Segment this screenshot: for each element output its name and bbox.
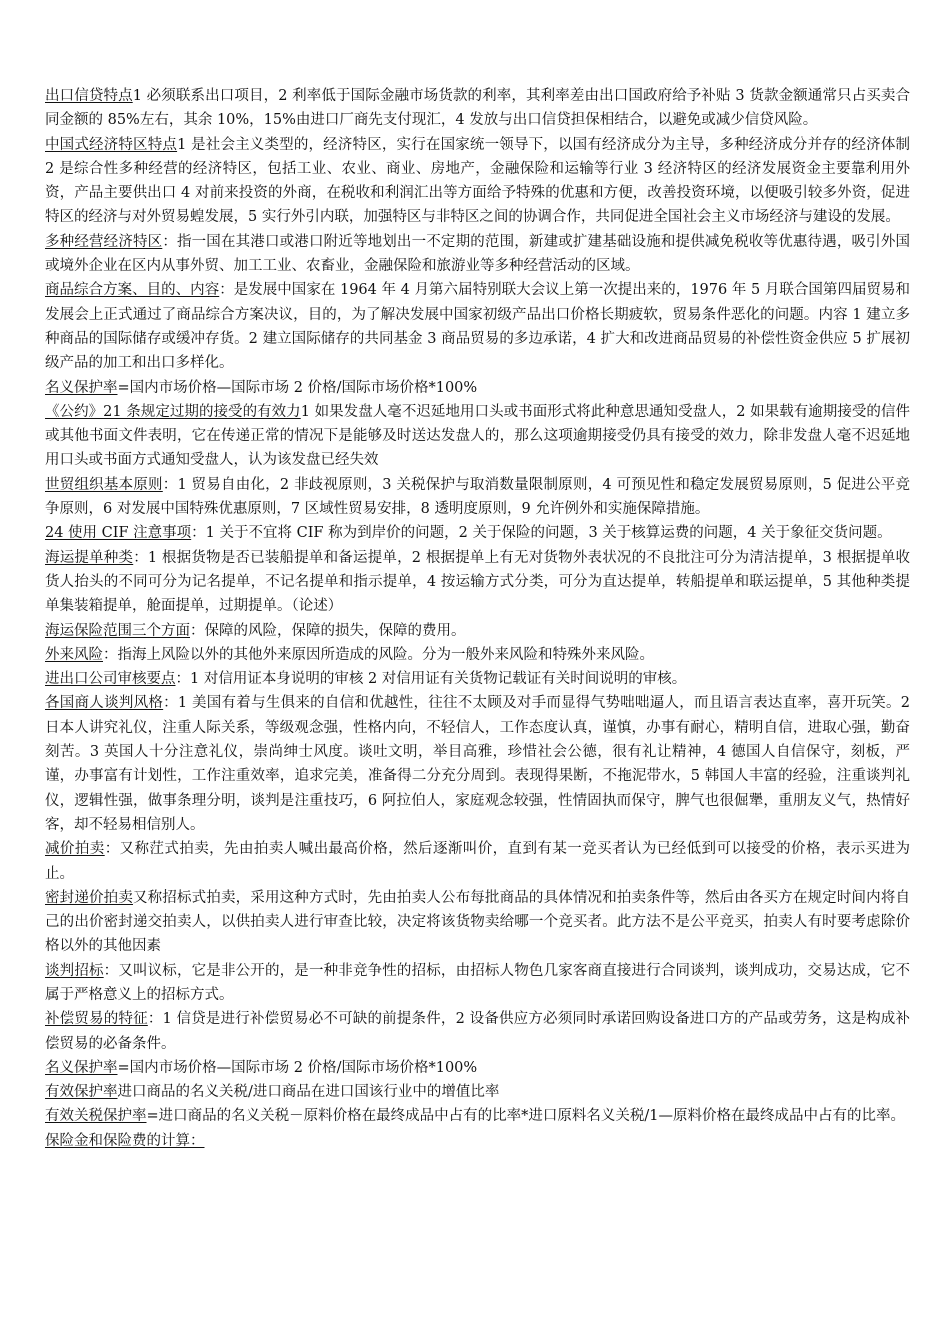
entry-effective-protection <box>45 1080 910 1104</box>
entry-text: ：指海上风险以外的其他外来原因所造成的风险。分为一般外来风险和特殊外来风险。 <box>103 646 654 663</box>
entry-sealed-bid-auction <box>45 886 910 959</box>
entry-insurance-scope <box>45 619 910 643</box>
entry-insurance-calc <box>45 1129 910 1153</box>
entry-text: ：又叫议标，它是非公开的，是一种非竞争性的招标，由招标人物色几家客商直接进行合同谈判，谈判成功，交易达成，它不属于严格意义上的招标方式。 <box>45 962 910 1003</box>
entry-text: 又称招标式拍卖，采用这种方式时，先由拍卖人公布每批商品的具体情况和拍卖条件等，然后由各买方在规定时间内将自己的出价密封递交拍卖人，以供拍卖人进行审查比较，决定将该货物卖给哪一个竞买者。此方法不是公平竞买，拍卖人有时要考虑除价格以外的其他因素 <box>45 889 910 955</box>
entry-term: 商品综合方案、目的、内容 <box>45 282 220 299</box>
entry-text: ：指一国在其港口或港口附近等地划出一不定期的范围，新建或扩建基础设施和提供减免税收等优惠待遇，吸引外国或境外企业在区内从事外贸、加工工业、农畜业，金融保险和旅游业等多种经营活动的区域。 <box>45 233 910 275</box>
entry-term: 出口信贷特点 <box>45 88 133 104</box>
entry-text: ：1 根据货物是否已装船提单和备运提单，2 根据提单上有无对货物外表状况的不良批注可分为清洁提单，3 根据提单收货人抬头的不同可分为记名提单，不记名提单和指示提单，4 按运输方式分类，可分为直达提单，转船提单和联运提单，5 其他种类提单集装箱提单，舱面提单，过期提单。（论述） <box>45 549 911 615</box>
entry-negotiated-tender <box>45 959 910 1008</box>
entry-term: 名义保护率 <box>45 1059 118 1076</box>
entry-cif-notes <box>45 521 910 545</box>
entry-late-acceptance <box>45 400 910 473</box>
entry-text: 进口商品的名义关税/进口商品在进口国该行业中的增值比率 <box>117 1084 500 1101</box>
entry-term: 外来风险 <box>45 646 103 663</box>
entry-text: ：1 信贷是进行补偿贸易必不可缺的前提条件，2 设备供应方必须同时承诺回购设备进口方的产品或劳务，这是构成补偿贸易的必备条件。 <box>45 1011 910 1052</box>
entry-text: ：保障的风险，保障的损失，保障的费用。 <box>190 622 466 639</box>
entry-nominal-protection-repeat <box>45 1056 910 1080</box>
entry-bill-of-lading <box>45 546 910 619</box>
entry-effective-tariff-protection <box>45 1104 910 1128</box>
entry-wto-principles <box>45 473 910 522</box>
entry-text: =国内市场价格—国际市场 2 价格/国际市场价格*100% <box>117 1059 478 1076</box>
entry-term: 多种经营经济特区 <box>45 233 163 250</box>
entry-term: 中国式经济特区特点 <box>45 136 178 153</box>
entry-export-credit <box>45 84 910 133</box>
entry-text: 1 是社会主义类型的，经济特区，实行在国家统一领导下，以国有经济成分为主导，多种经济成分并存的经济体制 2 是综合性多种经营的经济特区，包括工业、农业、商业、房地产，金融保险和运输等行业 3 经济特区的经济发展资金主要靠利用外资，产品主要供出口 4 对前来投资的外商，在税收和利润汇出等方面给予特殊的优惠和方便，改善投资环境，以便吸引较多外资，促进特区的经济与对外贸易蝗发展，5 实行外引内联，加强特区与非特区之间的协调合作，共同促进全国社会主义市场经济与建设的发展。 <box>45 136 910 226</box>
entry-term: 海运提单种类 <box>45 549 134 566</box>
entry-term: 进出口公司审核要点 <box>45 671 176 688</box>
entry-text: ：又称茳式拍卖，先由拍卖人喊出最高价格，然后逐渐叫价，直到有某一竞买者认为已经低到可以接受的价格，表示买进为止。 <box>45 841 910 882</box>
entry-term: 减价拍卖 <box>45 841 105 858</box>
entry-term: 有效保护率 <box>45 1084 118 1101</box>
entry-text: =进口商品的名义关税－原料价格在最终成品中占有的比率*进口原料名义关税/1—原料价格在最终成品中占有的比率。 <box>146 1108 906 1125</box>
entry-term: 补偿贸易的特征 <box>45 1011 148 1028</box>
entry-text: 1 必须联系出口项目，2 利率低于国际金融市场货款的利率，其利率差由出口国政府给予补贴 3 货款金额通常只占买卖合同金额的 85%左右，其余 10%，15%由进口厂商先支付现汇，4 发放与出口信贷担保相结合，以避免或减少信贷风险。 <box>45 88 911 129</box>
entry-term: 密封递价拍卖 <box>45 889 133 906</box>
entry-commodity-program <box>45 278 910 375</box>
entry-text: ：1 对信用证本身说明的审核 2 对信用证有关货物记载证有关时间说明的审核。 <box>175 671 687 688</box>
entry-text: ：1 关于不宜将 CIF 称为到岸价的问题，2 关于保险的问题，3 关于核算运费的问题，4 关于象征交货问题。 <box>191 525 892 542</box>
entry-term: 24 使用 CIF 注意事项 <box>45 525 192 542</box>
entry-audit-points <box>45 667 910 691</box>
entry-text: ：1 美国有着与生俱来的自信和优越性，往往不太顾及对手而显得气势咄咄逼人，而且语言表达直率，喜开玩笑。2 日本人讲究礼仪，注重人际关系，等级观念强，性格内向，不轻信人，工作态度认真，谨慎，办事有耐心，精明自信，进取心强，勤奋刻苦。3 英国人十分注意礼仪，崇尚绅士风度。谈吐文明，举目高雅，珍惜社会公德，很有礼让精神，4 德国人自信保守，刻板，严谨，办事富有计划性，工作注重效率，追求完美，准备得二分充分周到。表现得果断，不拖泥带水，5 韩国人丰富的经验，注重谈判礼仪，逻辑性强，做事条理分明，谈判是注重技巧，6 阿拉伯人，家庭观念较强，性情固执而保守，脾气也很倔犟，重朋友义气，热情好客，却不轻易相信别人。 <box>45 695 911 833</box>
entry-dutch-auction <box>45 837 910 886</box>
entry-external-risk <box>45 643 910 667</box>
entry-chinese-sez <box>45 133 910 230</box>
entry-multi-business-zone <box>45 230 910 279</box>
entry-term: 各国商人谈判风格 <box>45 695 164 712</box>
entry-term: 世贸组织基本原则 <box>45 476 163 493</box>
entry-term: 谈判招标 <box>45 962 104 979</box>
entry-term: 《公约》21 条规定过期的接受的有效力 <box>45 403 301 420</box>
entry-compensation-trade <box>45 1007 910 1056</box>
entry-text: 1 如果发盘人毫不迟延地用口头或书面形式将此种意思通知受盘人，2 如果载有逾期接受的信件或其他书面文件表明，它在传递正常的情况下是能够及时送达发盘人的，那么这项逾期接受仍具有接受的效力，除非发盘人毫不迟延地用口头或书面方式通知受盘人，认为该发盘已经失效 <box>45 403 911 469</box>
entry-negotiation-styles <box>45 691 910 837</box>
entry-text: ：1 贸易自由化，2 非歧视原则，3 关税保护与取消数量限制原则，4 可预见性和稳定发展贸易原则，5 促进公平竞争原则，6 对发展中国特殊优惠原则，7 区域性贸易安排，8 透明度原则，9 允许例外和实施保障措施。 <box>45 476 911 518</box>
entry-text: ：是发展中国家在 1964 年 4 月第六届特别联大会议上第一次提出来的，1976 年 5 月联合国第四届贸易和发展会上正式通过了商品综合方案决议，目的，为了解决发展中国家初级产品出口价格长期疲软，贸易条件恶化的问题。内容 1 建立多种商品的国际储存或缓冲存货。2 建立国际储存的共同基金 3 商品贸易的多边承诺，4 扩大和改进商品贸易的补偿性资金供应 5 扩展初级产品的加工和出口多样化。 <box>45 282 911 372</box>
entry-nominal-protection <box>45 376 910 400</box>
entry-term: 有效关税保护率 <box>45 1108 147 1125</box>
entry-term: 保险金和保险费的计算： <box>45 1132 205 1149</box>
entry-term: 名义保护率 <box>45 379 118 396</box>
entry-text: =国内市场价格—国际市场 2 价格/国际市场价格*100% <box>117 379 478 396</box>
entry-term: 海运保险范围三个方面 <box>45 622 190 639</box>
